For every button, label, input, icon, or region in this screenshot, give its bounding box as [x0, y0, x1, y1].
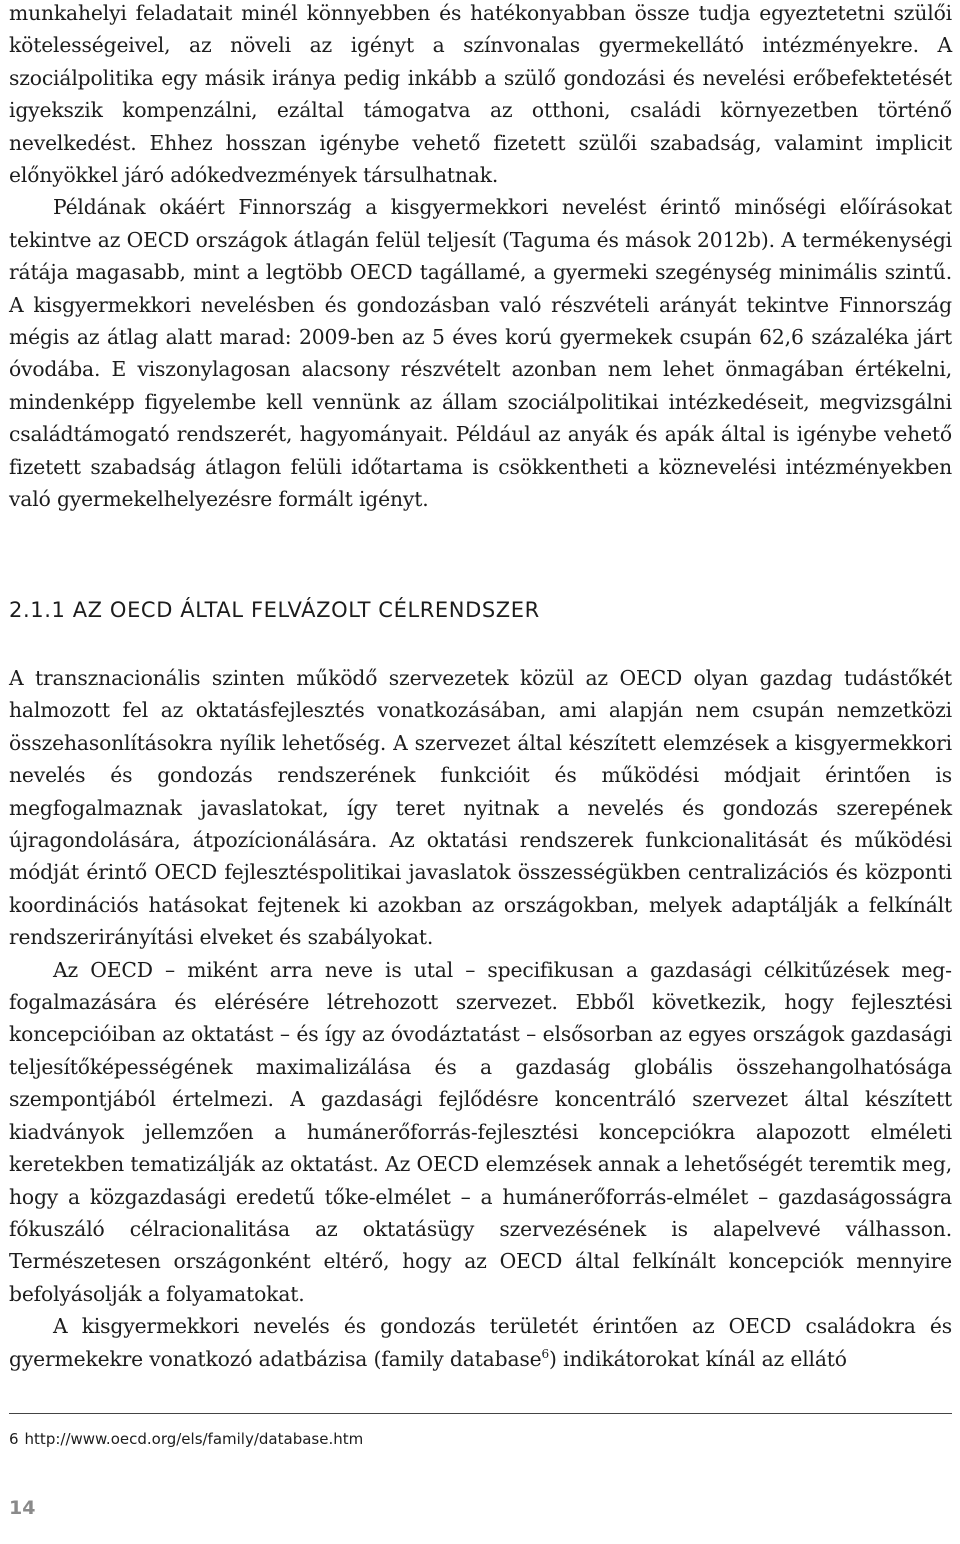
top-text-block	[9, 0, 952, 516]
section-body	[9, 662, 952, 1375]
footnote-number: 6	[9, 1430, 19, 1448]
paragraph-text-after-ref: ) indikátorokat kínál az ellátó	[549, 1346, 847, 1371]
paragraph-finland-example: Példának okáért Finnország a kisgyermekkori nevelést érintő minőségi előírásokat tekintve az OECD országok átlagán felül teljesít (Taguma és mások 2012b). A termékenységi rátája magasabb, mint a legtöbb OECD tagállamé, a gyermeki szegénység minimális szintű. A kisgyermekkori nevelésben és gondozásban való részvételi arányát tekintve Finnország mégis az átlag alatt marad: 2009-ben az 5 éves korú gyermekek csupán 62,6 százaléka járt óvodába. E viszonylagosan alacsony részvételt azonban nem lehet önmagában értékelni, mindenképp figyelembe kell vennünk az állam szociálpolitikai intézkedéseit, megvizsgálni családtámogató rendszerét, hagyományait. Például az anyák és apák által is igénybe vehető fizetett szabadság átlagon felüli időtartama is csökkentheti a köznevelési intézményekben való gyermekelhelyezésre formált igényt.	[9, 195, 952, 512]
paragraph-text-before-ref: A kisgyermekkori nevelés és gondozás területét érintően az OECD családokra és gyermekekre vonatkozó adatbázisa (family database	[9, 1314, 952, 1371]
section-heading: 2.1.1 AZ OECD ÁLTAL FELVÁZOLT CÉLRENDSZER	[9, 598, 540, 622]
footnote	[9, 1430, 363, 1448]
page-number: 14	[9, 1497, 36, 1519]
footnote-divider	[9, 1413, 952, 1414]
footnote-link[interactable]: http://www.oecd.org/els/family/database.htm	[24, 1430, 364, 1448]
paragraph-oecd-economic: Az OECD – miként arra neve is utal – specifikusan a gazdasági célkitűzések megfogalmazására és elérésére létrehozott szervezet. Ebből következik, hogy fejlesztési koncepcióiban az oktatást – és így az óvodáztatást – elsősorban az egyes országok gazdasági teljesítőképességének maximalizálása és a gazdaság globális összehangolhatósága szempontjából értelmezi. A gazdasági fejlődésre koncentráló szervezet által készített kiadványok jellemzően a humánerőforrás-fejlesztési koncepciókra alapozott elméleti keretekben tematizálják az oktatást. Az OECD elemzések annak a lehetőségét teremtik meg, hogy a közgazdasági eredetű tőke-elmélet – a humánerőforrás-elmélet – gazdaságosságra fókuszáló célracionalitása az oktatásügy szervezésének is alapelvevé válhasson. Természetesen országonként eltérő, hogy az OECD által felkínált koncepciók mennyire befolyásolják a folyamatokat.	[9, 957, 952, 1306]
paragraph-continuation: munkahelyi feladatait minél könnyebben és hatékonyabban össze tudja egyeztetetni szülői kötelességeivel, az növeli az igényt a színvonalas gyermekellátó intézményekre. A szociálpolitika egy másik iránya pedig inkább a szülő gondozási és nevelési erőbefektetését igyekszik kompenzálni, ezáltal támogatva az otthoni, családi környezetben történő nevelkedést. Ehhez hosszan igénybe vehető fizetett szülői szabadság, valamint implicit előnyökkel járó adókedvezmények társulhatnak.	[9, 1, 952, 188]
paragraph-oecd-intro: A transznacionális szinten működő szervezetek közül az OECD olyan gazdag tudástőkét halmozott fel az oktatásfejlesztés vonatkozásában, ami alapján nem csupán nemzetközi összehasonlításokra nyílik lehetőség. A szervezet által készített elemzések a kisgyermekkori nevelés és gondozás rendszerének funkcióit és működési módjait érintően is megfogalmaznak javaslatokat, így teret nyitnak a nevelés és gondozás szerepének újragondolására, átpozícionálására. Az oktatási rendszerek funkcionalitását és működési módját érintő OECD fejlesztéspolitikai javaslatok összességükben centralizációs és központi koordinációs hatásokat fejtenek ki azokban az országokban, melyek adaptálják a felkínált rendszerirányítási elveket és szabályokat.	[9, 666, 952, 950]
paragraph-family-database	[9, 1310, 952, 1375]
footnote-reference[interactable]: 6	[541, 1346, 549, 1361]
